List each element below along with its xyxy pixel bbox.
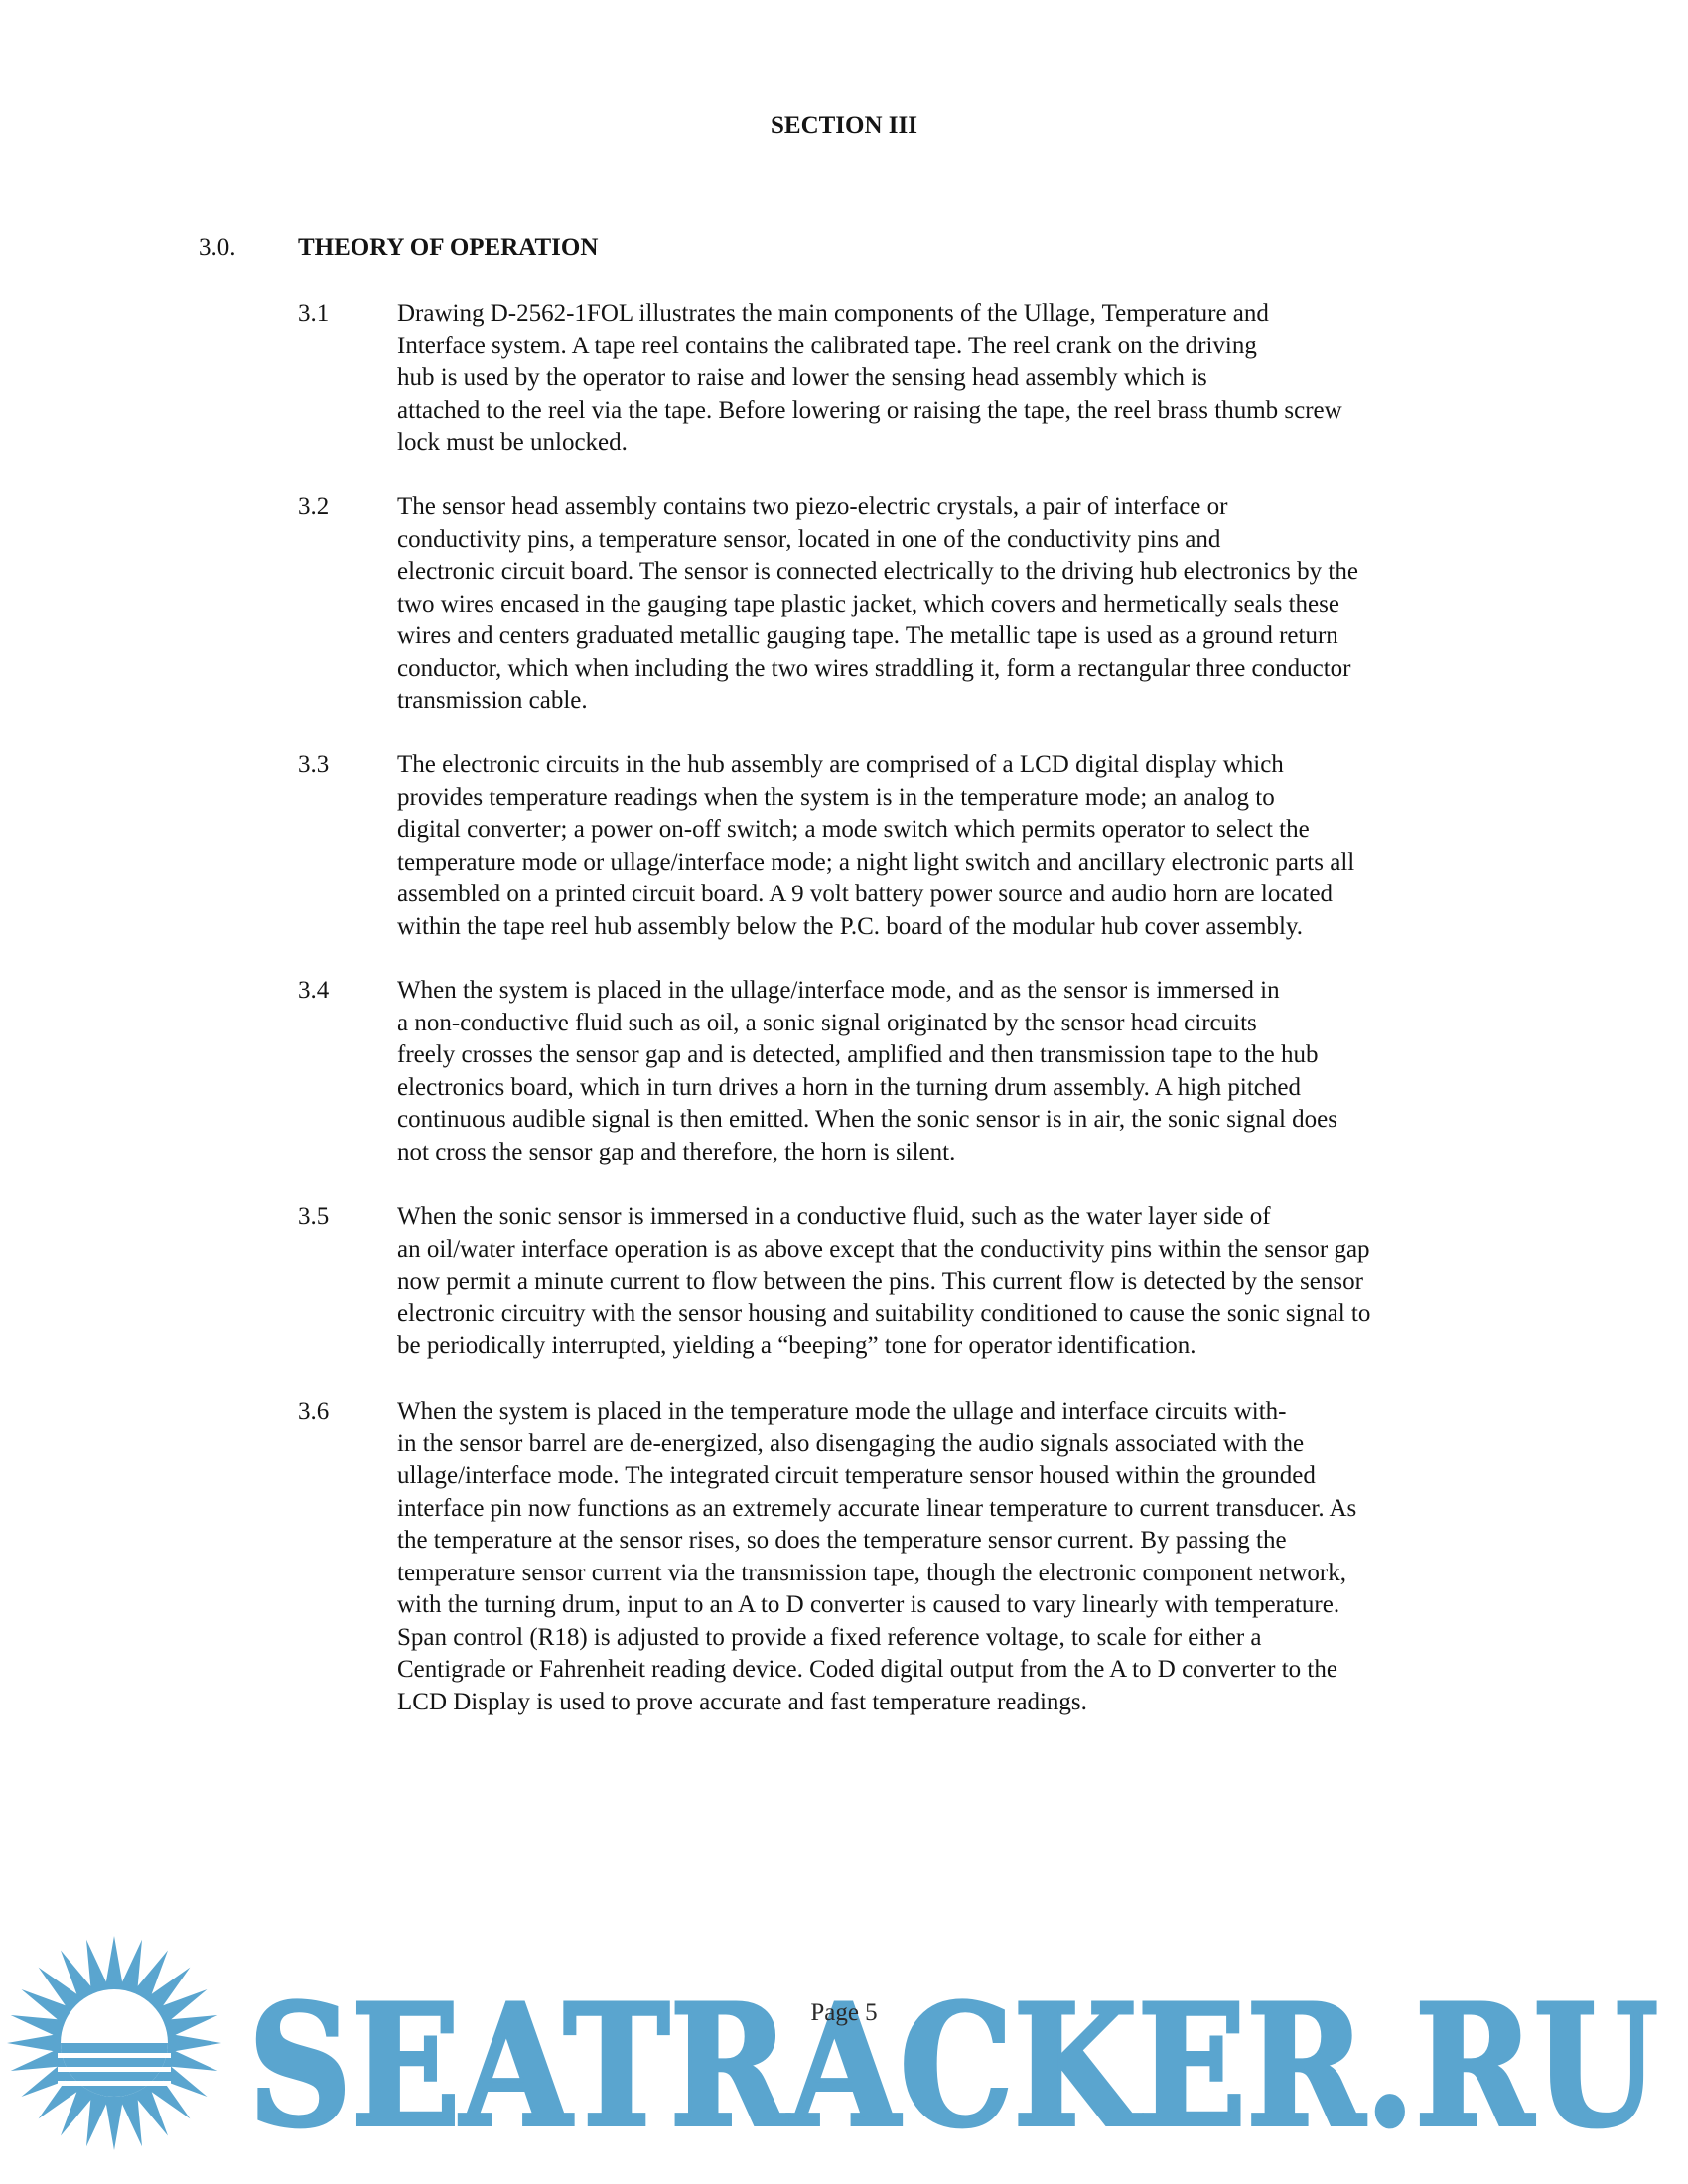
paragraph-line: transmission cable. — [397, 687, 588, 714]
paragraph-line: provides temperature readings when the system is in the temperature mode; an analog to — [397, 783, 1275, 811]
paragraph-line: hub is used by the operator to raise and lower the sensing head assembly which is — [397, 364, 1207, 391]
paragraph-line: When the system is placed in the temperature mode the ullage and interface circuits with- — [397, 1398, 1287, 1425]
sun-logo-icon — [7, 1936, 221, 2150]
section-title: SECTION III — [771, 112, 917, 139]
paragraph-number: 3.1 — [298, 300, 330, 327]
paragraph-line: temperature sensor current via the transmission tape, though the electronic component network, — [397, 1559, 1346, 1586]
paragraph-line: interface pin now functions as an extremely accurate linear temperature to current transducer. As — [397, 1494, 1357, 1522]
paragraph-line: Span control (R18) is adjusted to provide a fixed reference voltage, to scale for either a — [397, 1623, 1262, 1651]
paragraph-number: 3.5 — [298, 1203, 330, 1230]
paragraph-3-1 — [298, 298, 1509, 460]
page-number: Page 5 — [810, 1999, 878, 2026]
paragraph-number: 3.2 — [298, 493, 330, 520]
paragraph-line: Centigrade or Fahrenheit reading device. Coded digital output from the A to D converter to the — [397, 1656, 1337, 1683]
paragraph-line: temperature mode or ullage/interface mode; a night light switch and ancillary electronic parts all — [397, 848, 1355, 876]
paragraph-line: assembled on a printed circuit board. A 9 volt battery power source and audio horn are located — [397, 881, 1334, 907]
paragraph-line: ullage/interface mode. The integrated circuit temperature sensor housed within the grounded — [397, 1462, 1316, 1489]
paragraph-line: Drawing D-2562-1FOL illustrates the main components of the Ullage, Temperature and — [397, 300, 1269, 327]
paragraph-3-2 — [298, 491, 1509, 718]
paragraph-line: within the tape reel hub assembly below the P.C. board of the modular hub cover assembly. — [397, 912, 1304, 940]
watermark — [0, 1926, 1688, 2184]
paragraph-3-6 — [298, 1396, 1509, 1718]
paragraph-line: be periodically interrupted, yielding a “beeping” tone for operator identification. — [397, 1332, 1196, 1359]
paragraph-line: lock must be unlocked. — [397, 429, 628, 456]
paragraph-line: an oil/water interface operation is as above except that the conductivity pins within the sensor gap — [397, 1235, 1370, 1263]
paragraph-3-3 — [298, 750, 1509, 943]
paragraph-line: When the sonic sensor is immersed in a conductive fluid, such as the water layer side of — [397, 1203, 1271, 1230]
heading-number: 3.0. — [199, 234, 236, 261]
paragraph-line: with the turning drum, input to an A to D converter is caused to vary linearly with temperature. — [397, 1591, 1340, 1618]
paragraph-line: electronics board, which in turn drives a horn in the turning drum assembly. A high pitched — [397, 1073, 1301, 1101]
paragraph-line: not cross the sensor gap and therefore, the horn is silent. — [397, 1138, 956, 1165]
paragraph-line: When the system is placed in the ullage/interface mode, and as the sensor is immersed in — [397, 977, 1280, 1004]
paragraph-line: LCD Display is used to prove accurate and fast temperature readings. — [397, 1688, 1087, 1715]
paragraph-line: a non-conductive fluid such as oil, a sonic signal originated by the sensor head circuits — [397, 1009, 1257, 1036]
paragraph-line: electronic circuitry with the sensor housing and suitability conditioned to cause the sonic signal to — [397, 1299, 1371, 1327]
paragraph-line: The sensor head assembly contains two piezo-electric crystals, a pair of interface or — [397, 493, 1228, 520]
paragraph-line: two wires encased in the gauging tape plastic jacket, which covers and hermetically seals these — [397, 590, 1339, 617]
paragraph-line: freely crosses the sensor gap and is detected, amplified and then transmission tape to the hub — [397, 1041, 1319, 1068]
paragraph-3-4 — [298, 975, 1509, 1168]
paragraph-line: The electronic circuits in the hub assembly are comprised of a LCD digital display which — [397, 751, 1284, 778]
paragraph-line: now permit a minute current to flow between the pins. This current flow is detected by the sensor — [397, 1268, 1363, 1295]
paragraph-line: the temperature at the sensor rises, so does the temperature sensor current. By passing the — [397, 1527, 1287, 1554]
paragraph-number: 3.6 — [298, 1398, 330, 1425]
paragraph-3-5 — [298, 1201, 1509, 1363]
paragraph-line: in the sensor barrel are de-energized, also disengaging the audio signals associated with the — [397, 1430, 1305, 1457]
heading-title: THEORY OF OPERATION — [298, 234, 599, 261]
paragraph-line: Interface system. A tape reel contains the calibrated tape. The reel crank on the driving — [397, 332, 1257, 359]
paragraph-line: electronic circuit board. The sensor is connected electrically to the driving hub electronics by the — [397, 558, 1358, 585]
paragraph-number: 3.4 — [298, 977, 330, 1004]
paragraph-line: digital converter; a power on-off switch; a mode switch which permits operator to select the — [397, 816, 1310, 843]
paragraph-number: 3.3 — [298, 751, 330, 778]
paragraph-line: conductor, which when including the two wires straddling it, form a rectangular three conductor — [397, 654, 1351, 682]
paragraph-line: wires and centers graduated metallic gauging tape. The metallic tape is used as a ground return — [397, 622, 1338, 649]
watermark-text: SEATRACKER.RU — [248, 1968, 1658, 2164]
paragraph-line: continuous audible signal is then emitted. When the sonic sensor is in air, the sonic signal does — [397, 1106, 1337, 1133]
paragraph-line: conductivity pins, a temperature sensor, located in one of the conductivity pins and — [397, 525, 1221, 553]
paragraph-line: attached to the reel via the tape. Before lowering or raising the tape, the reel brass thumb screw — [397, 396, 1342, 424]
